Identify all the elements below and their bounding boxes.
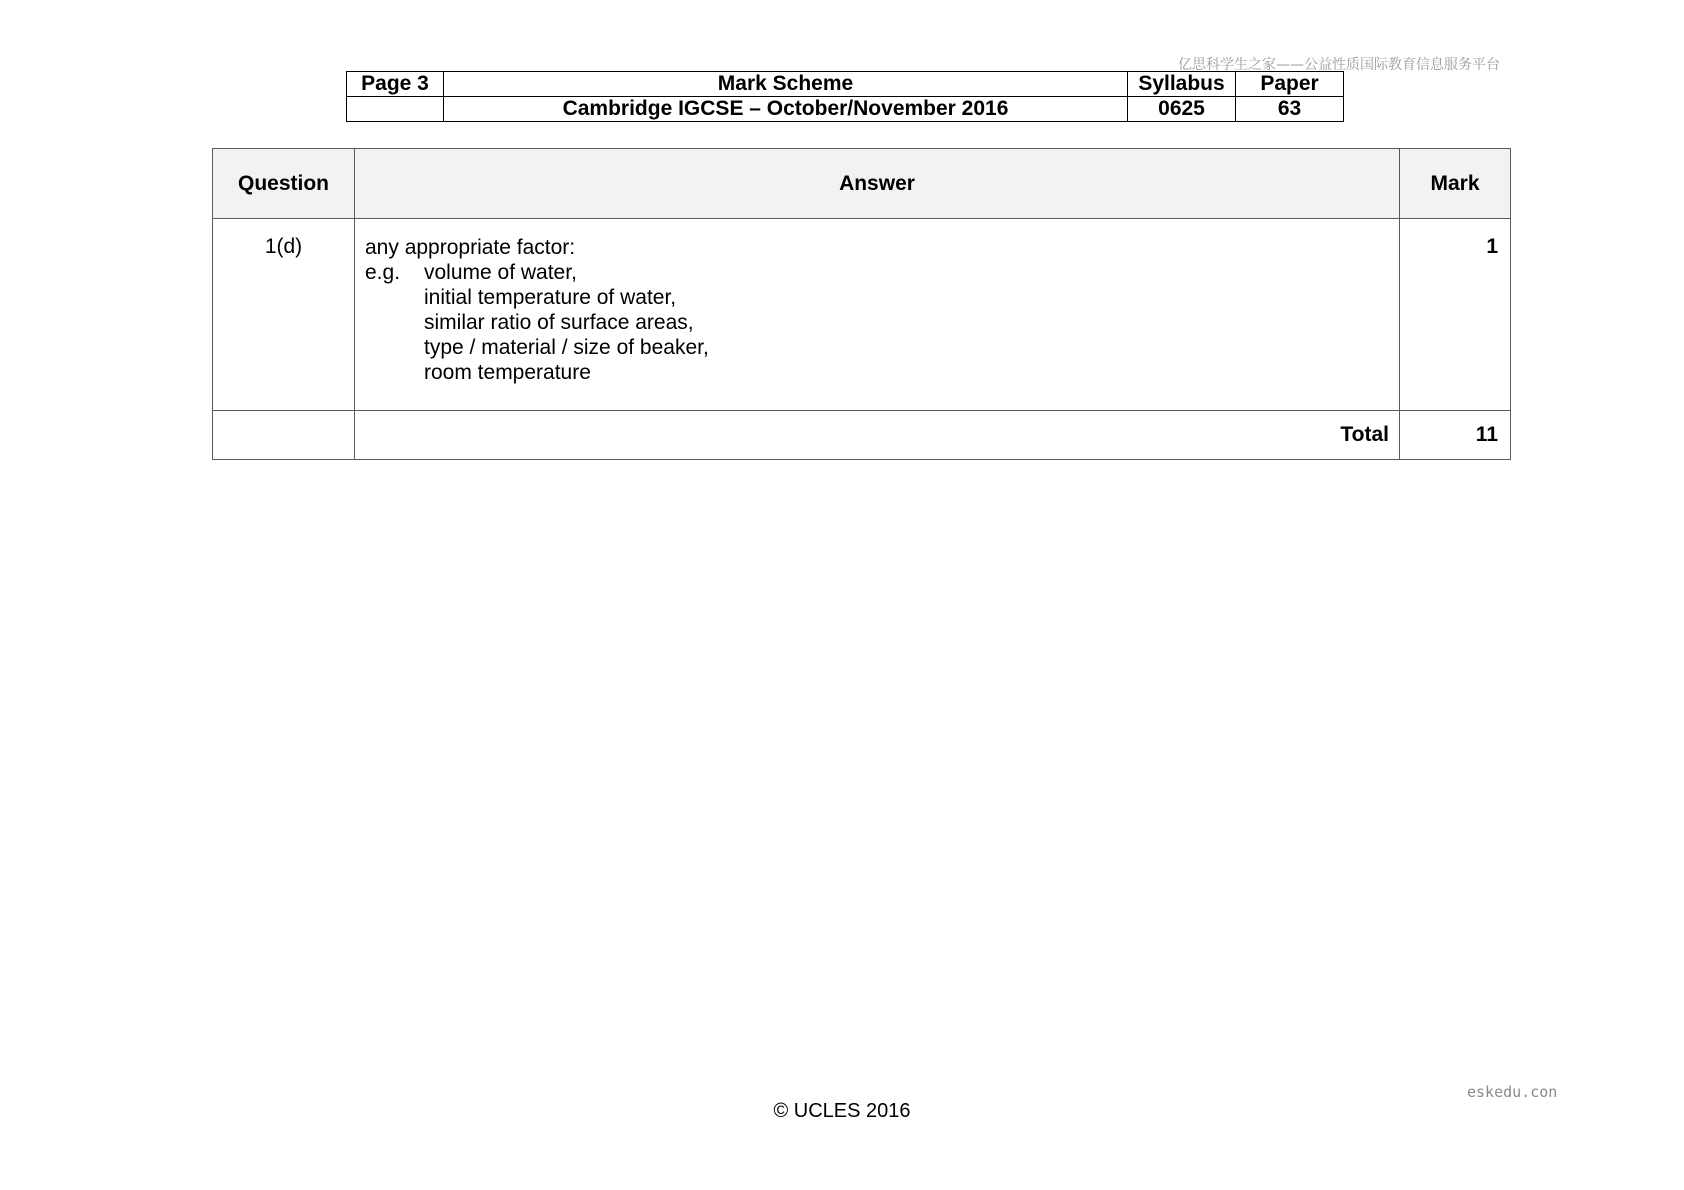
answer-item: volume of water, bbox=[424, 261, 577, 284]
table-header-row bbox=[213, 149, 1511, 219]
total-row bbox=[213, 411, 1511, 460]
mark-scheme-table bbox=[212, 148, 1511, 460]
answer-intro: any appropriate factor: bbox=[365, 236, 576, 259]
answer-item: room temperature bbox=[424, 361, 591, 384]
total-empty-cell bbox=[213, 411, 355, 460]
answer-item: type / material / size of beaker, bbox=[424, 336, 709, 359]
answer-item: similar ratio of surface areas, bbox=[424, 311, 694, 334]
watermark-top-text: 亿思科学生之家——公益性质国际教育信息服务平台 bbox=[1178, 57, 1500, 73]
eg-label: e.g. bbox=[365, 261, 401, 284]
document-title: Mark Scheme bbox=[444, 72, 1128, 97]
copyright-footer: © UCLES 2016 bbox=[773, 1100, 911, 1122]
answer-item: initial temperature of water, bbox=[424, 286, 677, 309]
column-header-mark: Mark bbox=[1400, 149, 1511, 219]
table-row bbox=[213, 219, 1511, 411]
answer-example-line bbox=[365, 260, 1389, 285]
answer-cell bbox=[355, 219, 1400, 411]
exam-session: Cambridge IGCSE – October/November 2016 bbox=[444, 97, 1128, 122]
total-label: Total bbox=[355, 411, 1400, 460]
paper-number: 63 bbox=[1236, 97, 1344, 122]
total-value: 11 bbox=[1400, 411, 1511, 460]
mark-value: 1 bbox=[1400, 219, 1511, 411]
syllabus-code: 0625 bbox=[1128, 97, 1236, 122]
syllabus-label: Syllabus bbox=[1128, 72, 1236, 97]
page-header-table bbox=[346, 71, 1344, 122]
column-header-answer: Answer bbox=[355, 149, 1400, 219]
page-label: Page 3 bbox=[347, 72, 444, 97]
watermark-bottom-text: eskedu.con bbox=[1467, 1083, 1558, 1101]
header-empty-cell bbox=[347, 97, 444, 122]
paper-label: Paper bbox=[1236, 72, 1344, 97]
question-number: 1(d) bbox=[213, 219, 355, 411]
column-header-question: Question bbox=[213, 149, 355, 219]
